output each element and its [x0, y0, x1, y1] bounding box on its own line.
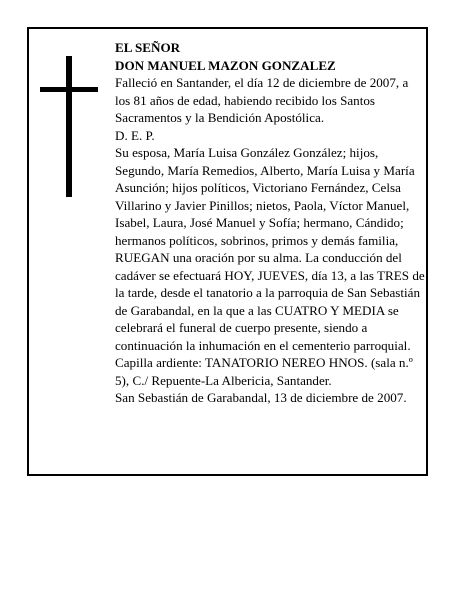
- ruegan-paragraph: RUEGAN una oración por su alma. La conducción del cadáver se efectuará HOY, JUEVES, día 13, a las TRES de la tarde, desde el tanatorio a la parroquia de San Sebastián de Garabandal, en la que a las CUATRO Y MEDIA se celebrará el funeral de cuerpo presente, siendo a continuación la inhumación en el cementerio parroquial.: [115, 250, 425, 353]
- obituary-notice: [27, 27, 428, 476]
- deceased-name: DON MANUEL MAZON GONZALEZ: [115, 57, 336, 73]
- family-paragraph: Su esposa, María Luisa González González; hijos, Segundo, María Remedios, Alberto, María Luisa y María Asunción; hijos políticos, Victoriano Fernández, Celsa Villarino y Javier Pinillos; nietos, Paola, Víctor Manuel, Isabel, Laura, José Manuel y Sofía; hermano, Cándido; hermanos políticos, sobrinos, primos y demás familia,: [115, 145, 415, 248]
- cross-vertical-bar: [66, 56, 72, 197]
- capilla-paragraph: Capilla ardiente: TANATORIO NEREO HNOS. (sala n.º 5), C./ Repuente-La Albericia, Santander.: [115, 355, 413, 388]
- notice-text: [115, 39, 425, 407]
- dep-line: D. E. P.: [115, 127, 155, 143]
- notice-title-line1: EL SEÑOR: [115, 40, 181, 55]
- cross-horizontal-bar: [40, 87, 98, 92]
- death-paragraph: Falleció en Santander, el día 12 de diciembre de 2007, a los 81 años de edad, habiendo recibido los Santos Sacramentos y la Bendición Apostólica.: [115, 75, 409, 125]
- place-date-line: San Sebastián de Garabandal, 13 de diciembre de 2007.: [115, 390, 407, 405]
